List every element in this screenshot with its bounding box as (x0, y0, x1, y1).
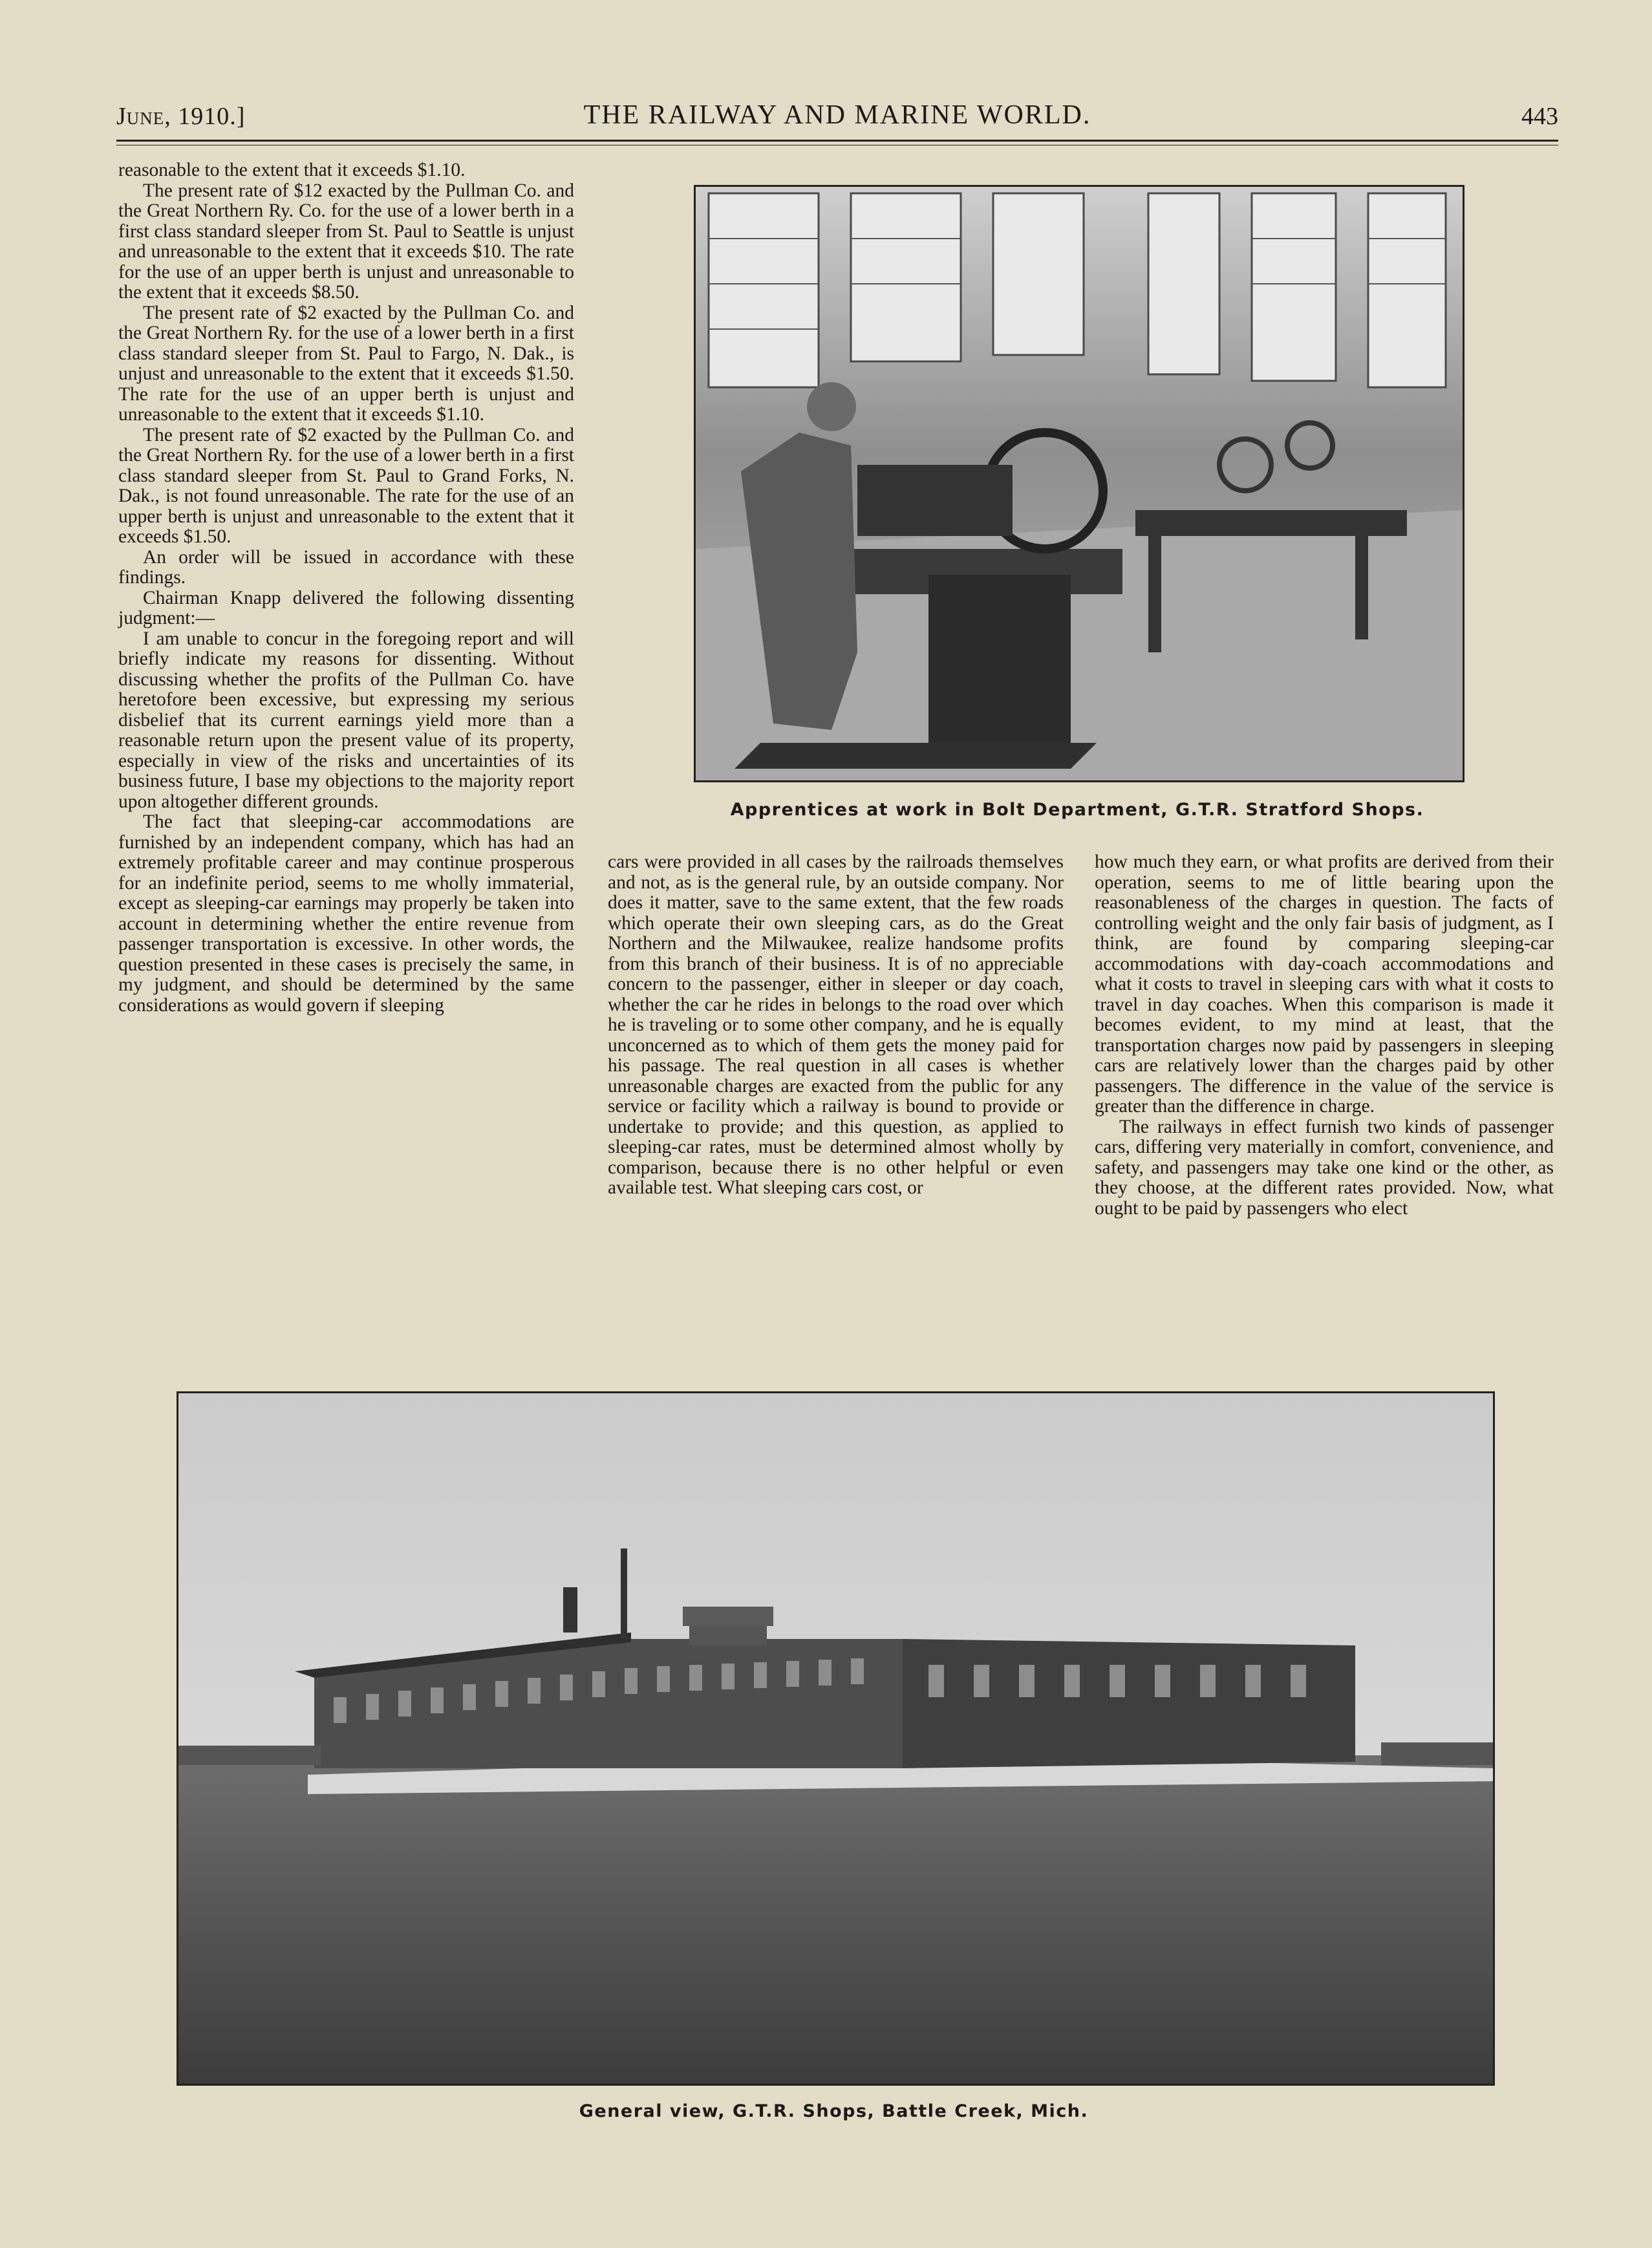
figure-caption-bolt: Apprentices at work in Bolt Department, G.T.R. Stratford Shops. (730, 800, 1424, 820)
page-number: 443 (1521, 103, 1558, 130)
paragraph: reasonable to the extent that it exceeds $1.10. (118, 160, 466, 180)
paragraph: I am unable to concur in the foregoing report and will briefly indicate my reasons for dissenting. Without discussing whether the profits of the Pullman Co. have heretofore been excessive, but expressing my serious disbelief that its current earnings yield more than a reasonable return upon the present value of its property, especially in view of the risks and uncertainties of its business future, I base my objections to the majority report upon altogether different grounds. (118, 628, 574, 812)
paragraph: cars were provided in all cases by the railroads themselves and not, as is the general rule, by an outside company. Nor does it matter, save to the same extent, that the few roads which operate their own sleeping cars, as do the Great Northern and the Milwaukee, realize handsome profits from this branch of their business. It is of no appreciable concern to the passenger, either in sleeper or day coach, whether the car he rides in belongs to the road over which he is traveling or to some other company, and he is equally unconcerned as to which of them gets the money paid for his passage. The real question in all cases is whether unreasonable charges are exacted from the public for any service or facility which a railway is bound to provide or undertake to provide; and this question, as applied to sleeping-car rates, must be determined almost wholly by comparison, because there is no other helpful or even available test. What sleeping cars cost, or (608, 851, 1064, 1198)
journal-title: THE RAILWAY AND MARINE WORLD. (583, 100, 1091, 130)
text-column-middle (608, 852, 1064, 1199)
bolt-department-photo (694, 185, 1464, 782)
paragraph: The present rate of $2 exacted by the Pullman Co. and the Great Northern Ry. for the use of a lower berth in a first class standard sleeper from St. Paul to Grand Forks, N. Dak., is not found unreasonable. The rate for the use of an upper berth is unjust and unreasonable to the extent that it exceeds $1.50. (118, 424, 574, 547)
text-column-left (118, 160, 574, 1016)
paragraph: Chairman Knapp delivered the following dissenting judgment:— (118, 587, 574, 628)
text-column-right (1095, 852, 1554, 1219)
paragraph: The present rate of $2 exacted by the Pullman Co. and the Great Northern Ry. for the use of a lower berth in a first class standard sleeper from St. Paul to Fargo, N. Dak., is unjust and unreasonable to the extent that it exceeds $1.50. The rate for the use of an upper berth is unjust and unreasonable to the extent that it exceeds $1.10. (118, 302, 574, 425)
paragraph: An order will be issued in accordance with these findings. (118, 546, 574, 588)
paragraph: The railways in effect furnish two kinds of passenger cars, differing very materially in comfort, convenience, and safety, and passengers may take one kind or the other, as they choose, at the different rates provided. Now, what ought to be paid by passengers who elect (1095, 1116, 1554, 1219)
battle-creek-shops-photo (177, 1391, 1495, 2086)
running-header (116, 97, 1558, 136)
issue-date: June, 1910.] (116, 103, 246, 130)
header-rule (116, 140, 1558, 142)
paragraph: how much they earn, or what profits are derived from their operation, seems to me of little bearing upon the reasonableness of the charges in question. The facts of controlling weight and the only fair basis of judgment, as I think, are found by comparing sleeping-car accommodations with day-coach accommodations and what it costs to travel in sleeping cars with what it costs to travel in day coaches. When this comparison is made it becomes evident, to my mind at least, that the transportation charges now paid by passengers in sleeping cars are relatively lower than the charges paid by other passengers. The difference in the value of the service is greater than the difference in charge. (1095, 851, 1554, 1117)
figure-caption-shops: General view, G.T.R. Shops, Battle Creek, Mich. (579, 2101, 1089, 2121)
paragraph: The present rate of $12 exacted by the Pullman Co. and the Great Northern Ry. Co. for the use of a lower berth in a first class standard sleeper from St. Paul to Seattle is unjust and unreasonable to the extent that it exceeds $10. The rate for the use of an upper berth is unjust and unreasonable to the extent that it exceeds $8.50. (118, 180, 574, 303)
paragraph: The fact that sleeping-car accommodations are furnished by an independent company, which has had an extremely profitable career and may continue prosperous for an indefinite period, seems to me wholly immaterial, except as sleeping-car earnings may properly be taken into account in determining whether the entire revenue from passenger transportation is excessive. In other words, the question presented in these cases is precisely the same, in my judgment, and should be determined by the same considerations as would govern if sleeping (118, 811, 574, 1016)
